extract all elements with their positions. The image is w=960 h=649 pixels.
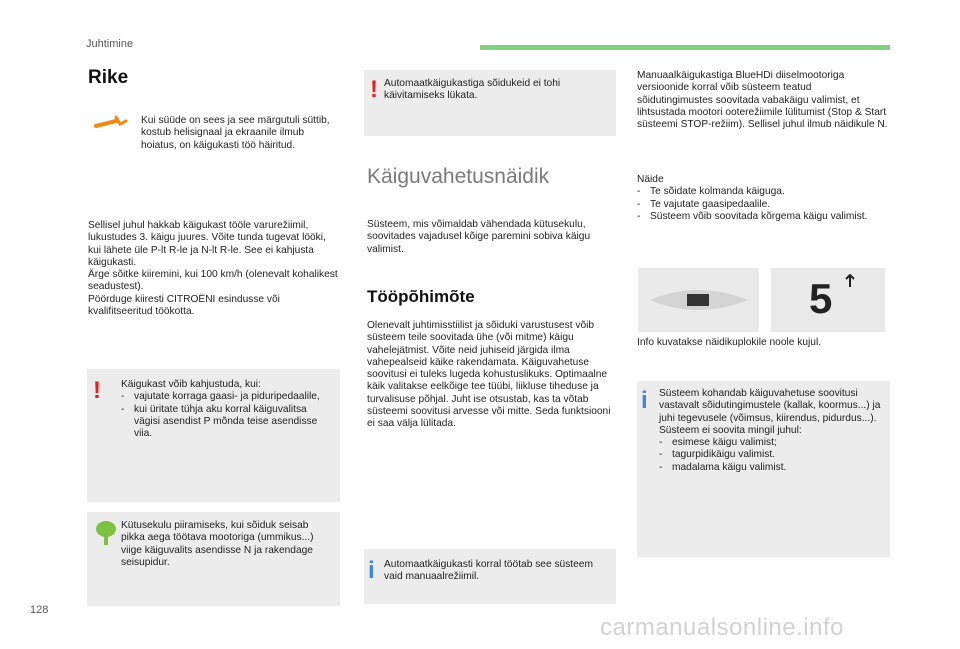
example-item: - Te sõidate kolmanda käiguga. — [637, 186, 889, 198]
system-info-text — [659, 388, 883, 474]
eco-text: Kütusekulu piiramiseks, kui sõiduk seisab pikka aega töötava mootoriga (ummikus...) viige käiguvalits asendisse N ja rakendage seisupidur. — [121, 520, 314, 568]
rike-paragraph — [88, 220, 340, 318]
exclamation-icon: ! — [370, 76, 378, 103]
subtitle: Tööpõhimõte — [367, 287, 475, 306]
instrument-panel-illustration — [638, 268, 759, 332]
section-intro: Süsteem, mis võimaldab vähendada kütusekulu, soovitades vajadusel kõige paremini sobiva käigu valimist. — [367, 219, 591, 255]
example-label: Näide — [637, 174, 664, 185]
system-info-p1: Süsteem kohandab käiguvahetuse soovitusi vastavalt sõidutingimustele (kallak, koormus...) ja juhi tegevusele (võimsus, kiirendus, pidurdus...). — [659, 388, 881, 424]
rike-para-3: Pöörduge kiiresti CITROËNI esindusse või kvalifitseeritud töökotta. — [88, 293, 280, 318]
system-info-item: - esimese käigu valimist; — [659, 437, 883, 449]
tree-icon — [95, 520, 117, 546]
caution-item: - kui üritate tühja aku korral käiguvalitsa vägisi asendist P mõnda teise asendisse viia. — [121, 404, 333, 441]
info-box — [364, 549, 616, 604]
body-text: Olenevalt juhtimisstiilist ja sõiduki varustusest võib süsteem teile soovitada ühe (või mitme) käigu vahelejätmist. Võite neid juhiseid järgida ilma vahepealseid käike rakendamata. Käiguvahetuse soovitusi ei tuleks lugeda kohustuslikuks. Optimaalne käik valitakse eelkõige tee tüübi, liikluse tiheduse ja turvalisuse põhjal. Juht ise otsustab, kas ta võtab süsteemi soovitusi arvesse või mitte. Seda funktsiooni ei saa välja lülitada. — [367, 320, 611, 430]
example-block — [637, 174, 889, 223]
gear-display — [771, 268, 885, 332]
display-caption: Info kuvatakse näidikuplokile noole kujul. — [637, 337, 822, 348]
system-info-item: - madalama käigu valimist. — [659, 462, 883, 474]
page-number: 128 — [30, 604, 49, 616]
eco-box — [87, 512, 340, 606]
bluehdi-paragraph: Manuaalkäigukastiga BlueHDi diiselmootoriga versioonide korral võib süsteem teatud sõidutingimustes soovitada vabakäigu valimist, et lihtsustada mootori ooterežiimile lülitumist (Stop & Start süsteemi STOP-režiim). Sellisel juhul ilmub näidikule N. — [637, 70, 888, 131]
push-start-warning-box — [364, 70, 616, 136]
section-header: Juhtimine — [86, 38, 134, 50]
wrench-warning-icon — [94, 115, 128, 131]
up-arrow-icon — [843, 274, 857, 288]
rike-title: Rike — [88, 67, 129, 88]
caution-box — [87, 369, 340, 502]
rike-para-1: Sellisel juhul hakkab käigukast tööle varurežiimil, lukustudes 3. käigu juures. Võite tunda tugevat lööki, kui lähete üle P-lt R-le ja N-lt R-le. See ei kahjusta käigukasti. — [88, 220, 326, 268]
system-info-box — [637, 381, 890, 557]
info-icon: i — [368, 557, 375, 584]
example-item: - Te vajutate gaasipedaalile. — [637, 199, 889, 211]
caution-item: - vajutate korraga gaasi- ja piduripedaalile, — [121, 391, 333, 403]
caution-intro: Käigukast võib kahjustuda, kui: — [121, 379, 261, 390]
example-item: - Süsteem võib soovitada kõrgema käigu valimist. — [637, 211, 889, 223]
exclamation-icon: ! — [93, 377, 101, 404]
section-title: Käiguvahetusnäidik — [367, 165, 550, 188]
system-info-p2: Süsteem ei soovita mingil juhul: — [659, 424, 802, 436]
gear-digit: 5 — [809, 275, 833, 322]
system-info-item: - tagurpidikäigu valimist. — [659, 449, 883, 461]
dashboard-icon — [638, 268, 759, 332]
rike-para-2: Ärge sõitke kiiremini, kui 100 km/h (olenevalt kohalikest seadustest). — [88, 269, 338, 293]
header-bar — [480, 45, 890, 50]
caution-text — [121, 379, 333, 440]
info-icon: i — [641, 387, 648, 414]
rike-warning-text: Kui süüde on sees ja see märgutuli süttib, kostub helisignaal ja ekraanile ilmub hoiatus, on käigukasti töö häiritud. — [141, 115, 330, 151]
info-text: Automaatkäigukasti korral töötab see süsteem vaid manuaalrežiimil. — [384, 559, 593, 583]
watermark: carmanualsonline.info — [600, 614, 844, 641]
push-start-warning-text: Automaatkäigukastiga sõidukeid ei tohi käivitamiseks lükata. — [384, 78, 561, 102]
